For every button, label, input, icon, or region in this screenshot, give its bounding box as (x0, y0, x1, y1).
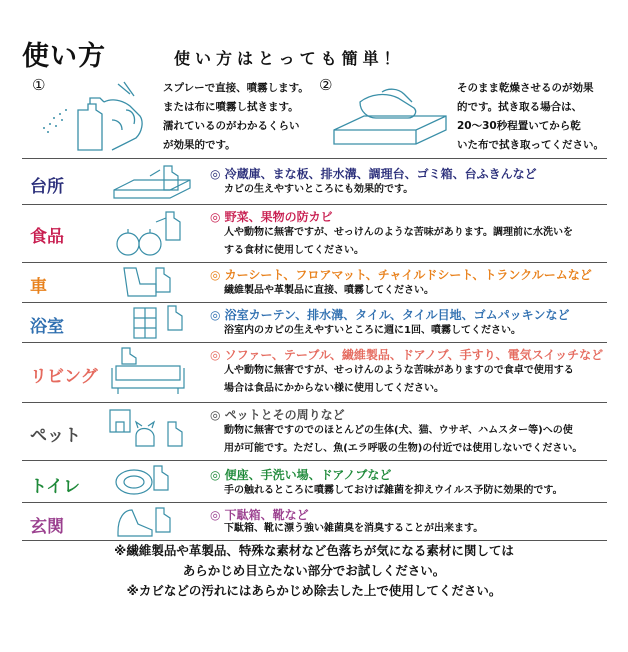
sofa-icon (108, 346, 198, 400)
row-desc-entrance: 下駄箱、靴に漂う強い雑菌臭を消臭することが出来ます。 (224, 523, 484, 534)
row-head-kitchen: ◎ 冷蔵庫、まな板、排水溝、調理台、ゴミ箱、台ふきんなど (210, 167, 537, 181)
row-head-toilet: ◎ 便座、手洗い場、ドアノブなど (210, 468, 392, 482)
step-2-text: そのまま乾燥させるのが効果 的です。拭き取る場合は、 20～30秒程置いてから乾 いた布で拭き取ってください。 (457, 82, 604, 151)
row-desc-pet: 動物に無害ですのでのほとんどの生体(犬、猫、ウサギ、ハムスター等)への使 用が可能です。ただし、魚(エラ呼吸の生物)の付近では使用しないでください。 (224, 425, 583, 454)
row-label-food: 食品 (30, 227, 64, 247)
step-1-text: スプレーで直接、噴霧します。 または布に噴霧し拭きます。 濡れているのがわかるくらい が効果的です。 (163, 82, 309, 151)
row-label-toilet: トイレ (30, 477, 81, 497)
row-desc-car: 繊維製品や革製品に直接、噴霧してください。 (224, 285, 434, 296)
divider (22, 158, 607, 159)
car-seat-icon (118, 264, 178, 304)
row-label-kitchen: 台所 (30, 177, 64, 197)
divider (22, 262, 607, 263)
row-head-pet: ◎ ペットとその周りなど (210, 408, 345, 422)
row-head-food: ◎ 野菜、果物の防カビ (210, 210, 333, 224)
page-title: 使い方 (22, 41, 106, 72)
page-subtitle: 使い方はとっても簡単！ (174, 49, 405, 68)
row-label-pet: ペット (30, 426, 81, 446)
row-head-entrance: ◎ 下駄箱、靴など (210, 508, 309, 522)
divider (22, 402, 607, 403)
divider (22, 502, 607, 503)
step-2-number: ② (319, 76, 333, 94)
row-label-living: リビング (30, 367, 98, 387)
row-head-living: ◎ ソファー、テーブル、繊維製品、ドアノブ、手すり、電気スイッチなど (210, 348, 604, 362)
row-label-entrance: 玄関 (30, 517, 64, 537)
row-desc-kitchen: カビの生えやすいところにも効果的です。 (224, 184, 414, 195)
spray-hand-icon (20, 80, 160, 164)
kitchen-spray-icon (110, 162, 200, 206)
pet-icon (106, 406, 196, 462)
step-1-number: ① (32, 76, 46, 94)
row-label-car: 車 (30, 277, 47, 297)
row-desc-bathroom: 浴室内のカビの生えやすいところに週に1回、噴霧してください。 (224, 325, 521, 336)
divider (22, 342, 607, 343)
row-desc-living: 人や動物に無害ですが、せっけんのような苦味がありますので食卓で使用する 場合は食品にかからない様に使用してください。 (224, 365, 574, 394)
shoe-icon (112, 504, 182, 546)
row-label-bathroom: 浴室 (30, 317, 64, 337)
fruit-spray-icon (112, 206, 192, 262)
row-desc-food: 人や動物に無害ですが、せっけんのような苦味があります。調理前に水洗いを する食材に使用してください。 (224, 227, 573, 256)
bathroom-icon (128, 304, 188, 344)
toilet-icon (112, 462, 182, 506)
footer-notes: ※繊維製品や革製品、特殊な素材など色落ちが気になる素材に関しては あらかじめ目立たない部分でお試しください。 ※カビなどの汚れにはあらかじめ除去した上で使用してください。 (114, 543, 514, 598)
wipe-cloth-icon (330, 80, 450, 154)
divider (22, 302, 607, 303)
row-desc-toilet: 手の触れるところに噴霧しておけば雑菌を抑えウイルス予防に効果的です。 (224, 485, 563, 496)
row-head-bathroom: ◎ 浴室カーテン、排水溝、タイル、タイル目地、ゴムパッキンなど (210, 308, 570, 322)
row-head-car: ◎ カーシート、フロアマット、チャイルドシート、トランクルームなど (210, 268, 592, 282)
